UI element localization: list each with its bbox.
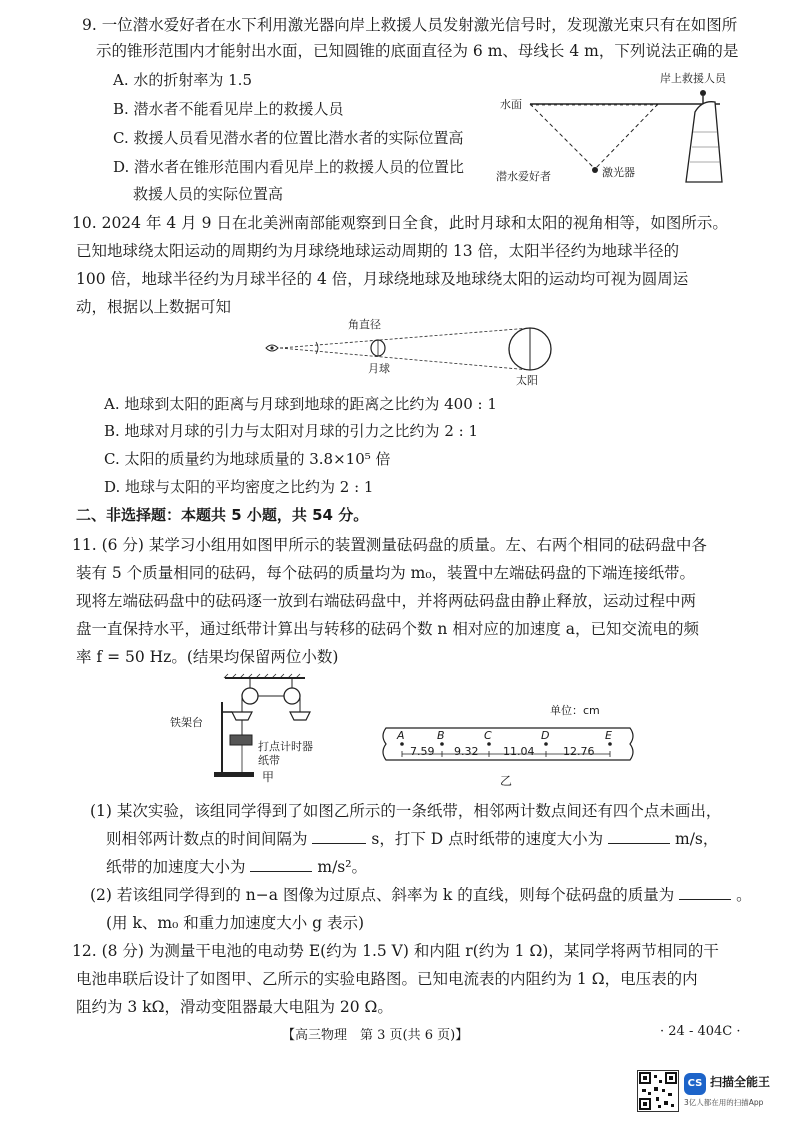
q11-figure-b bbox=[378, 704, 640, 790]
q10-line-2: 已知地球绕太阳运动的周期约为月球绕地球运动周期的 13 倍，太阳半径约为地球半径的 bbox=[76, 242, 680, 260]
scanner-app-name: 扫描全能王 bbox=[710, 1075, 771, 1089]
answer-blank-interval[interactable] bbox=[312, 829, 366, 844]
q9-label-water: 水面 bbox=[500, 98, 522, 111]
tape-diagram bbox=[378, 716, 640, 772]
q11-sub1-text-a: 则相邻两计数点的时间间隔为 bbox=[106, 830, 308, 848]
q9-line-1: 9. 一位潜水爱好者在水下利用激光器向岸上救援人员发射激光信号时，发现激光束只有在如图所 bbox=[82, 16, 738, 34]
q9-line-2: 示的锥形范围内才能射出水面，已知圆锥的底面直径为 6 m、母线长 4 m，下列说法正确的是 bbox=[96, 42, 739, 60]
tape-gap-cd: 11.04 bbox=[503, 745, 535, 758]
q10-line-3: 100 倍，地球半径约为月球半径的 4 倍，月球绕地球及地球绕太阳的运动均可视为圆周运 bbox=[76, 270, 689, 288]
q9-label-rescuer: 岸上救援人员 bbox=[660, 72, 726, 85]
q10-label-sun: 太阳 bbox=[516, 374, 538, 387]
q11-tape-unit: 单位：cm bbox=[550, 704, 600, 717]
q11-caption-b: 乙 bbox=[500, 774, 513, 788]
q12-line-1: 12. (8 分) 为测量干电池的电动势 E(约为 1.5 V) 和内阻 r(约为 1 Ω)，某同学将两节相同的干 bbox=[72, 942, 719, 960]
section-2-heading: 二、非选择题：本题共 5 小题，共 54 分。 bbox=[76, 506, 369, 524]
q11-line-5: 率 f = 50 Hz。(结果均保留两位小数) bbox=[76, 648, 339, 666]
tape-gap-de: 12.76 bbox=[563, 745, 595, 758]
tape-point-c: C bbox=[484, 729, 492, 742]
q11-sub1-line-3 bbox=[106, 856, 367, 878]
q9-figure bbox=[490, 72, 740, 192]
q10-option-b: B. 地球对月球的引力与太阳对月球的引力之比约为 2 : 1 bbox=[104, 422, 479, 440]
q12-line-3: 阻约为 3 kΩ，滑动变阻器最大电阻为 20 Ω。 bbox=[76, 998, 393, 1016]
q9-option-b: B. 潜水者不能看见岸上的救援人员 bbox=[113, 100, 344, 118]
q11-sub2-line-2: (用 k、m₀ 和重力加速度大小 g 表示) bbox=[106, 914, 365, 932]
q11-line-4: 盘一直保持水平，通过纸带计算出与转移的砝码个数 n 相对应的加速度 a，已知交流电的频 bbox=[76, 620, 700, 638]
q10-option-d: D. 地球与太阳的平均密度之比约为 2 : 1 bbox=[104, 478, 374, 496]
q11-sub1-text-d: 纸带的加速度大小为 bbox=[106, 858, 246, 876]
q10-line-4: 动，根据以上数据可知 bbox=[76, 298, 232, 316]
q11-sub2-text-b: 。 bbox=[736, 886, 752, 904]
tape-gap-ab: 7.59 bbox=[410, 745, 435, 758]
q11-line-2: 装有 5 个质量相同的砝码，每个砝码的质量均为 m₀，装置中左端砝码盘的下端连接纸带。 bbox=[76, 564, 696, 582]
qr-code bbox=[637, 1070, 679, 1112]
q9-label-diver: 潜水爱好者 bbox=[496, 170, 551, 183]
scanner-tagline: 3亿人都在用的扫描App bbox=[684, 1098, 764, 1107]
q11-figure-a bbox=[170, 672, 320, 784]
q10-option-c: C. 太阳的质量约为地球质量的 3.8×10⁵ 倍 bbox=[104, 450, 391, 468]
q9-label-laser: 激光器 bbox=[602, 166, 635, 179]
answer-blank-pan-mass[interactable] bbox=[679, 885, 731, 900]
q11-sub2-line-1 bbox=[90, 884, 752, 906]
q11-label-timer: 打点计时器 bbox=[258, 740, 313, 753]
q11-sub1-line-2 bbox=[106, 828, 718, 850]
exam-code: · 24 - 404C · bbox=[660, 1024, 741, 1039]
q9-option-d-cont: 救援人员的实际位置高 bbox=[133, 185, 284, 203]
q11-sub1-line-1: (1) 某次实验，该组同学得到了如图乙所示的一条纸带，相邻两计数点间还有四个点未画出， bbox=[90, 802, 722, 820]
q11-label-tape: 纸带 bbox=[258, 754, 280, 767]
answer-blank-acceleration[interactable] bbox=[250, 857, 312, 872]
tape-point-d: D bbox=[541, 729, 550, 742]
tape-point-b: B bbox=[437, 729, 445, 742]
q10-line-1: 10. 2024 年 4 月 9 日在北美洲南部能观察到日全食，此时月球和太阳的视角相等，如图所示。 bbox=[72, 214, 728, 232]
scanner-logo: CS bbox=[684, 1073, 706, 1095]
q11-sub2-text-a: (2) 若该组同学得到的 n−a 图像为过原点、斜率为 k 的直线，则每个砝码盘的质量为 bbox=[90, 886, 675, 904]
q9-option-a: A. 水的折射率为 1.5 bbox=[113, 71, 252, 89]
q11-caption-a: 甲 bbox=[262, 770, 275, 784]
q11-sub1-text-b: s，打下 D 点时纸带的速度大小为 bbox=[371, 830, 604, 848]
eclipse-diagram bbox=[260, 318, 560, 384]
tape-gap-bc: 9.32 bbox=[454, 745, 479, 758]
q12-line-2: 电池串联后设计了如图甲、乙所示的实验电路图。已知电流表的内阻约为 1 Ω，电压表的内 bbox=[76, 970, 698, 988]
q11-line-3: 现将左端砝码盘中的砝码逐一放到右端砝码盘中，并将两砝码盘由静止释放，运动过程中两 bbox=[76, 592, 697, 610]
q9-option-d: D. 潜水者在锥形范围内看见岸上的救援人员的位置比 bbox=[113, 158, 465, 176]
q11-line-1: 11. (6 分) 某学习小组用如图甲所示的装置测量砝码盘的质量。左、右两个相同的砝码盘中各 bbox=[72, 536, 707, 554]
q10-label-moon: 月球 bbox=[368, 362, 390, 375]
q10-label-angle: 角直径 bbox=[348, 318, 381, 331]
page-footer: 【高三物理 第 3 页(共 6 页)】 bbox=[282, 1028, 469, 1043]
tape-point-e: E bbox=[605, 729, 612, 742]
q11-sub1-text-c: m/s， bbox=[675, 830, 719, 848]
q10-figure bbox=[260, 318, 560, 387]
q9-option-c: C. 救援人员看见潜水者的位置比潜水者的实际位置高 bbox=[113, 129, 464, 147]
answer-blank-velocity[interactable] bbox=[608, 829, 670, 844]
tape-point-a: A bbox=[397, 729, 405, 742]
q11-label-stand: 铁架台 bbox=[170, 716, 203, 729]
q10-option-a: A. 地球到太阳的距离与月球到地球的距离之比约为 400 : 1 bbox=[104, 395, 497, 413]
q11-sub1-text-e: m/s²。 bbox=[317, 858, 367, 876]
